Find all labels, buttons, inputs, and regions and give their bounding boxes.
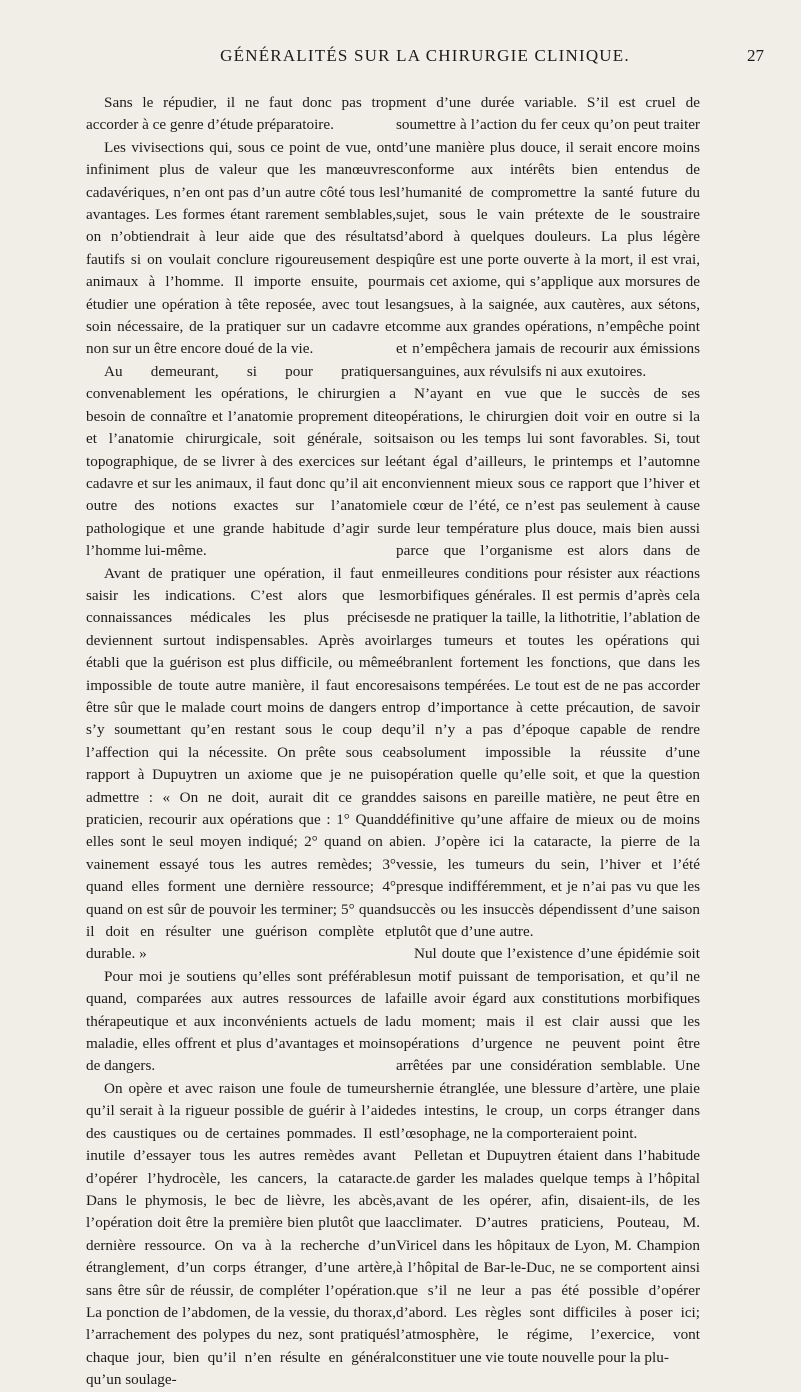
paragraph: ment d’une durée variable. S’il est cruel de soumettre à l’action du fer ceux qu’on peut traiter d’une manière plus douce, il serait encore moins conforme aux intérêts bien entendus de l’humanité de compromettre la santé future du sujet, sous le vain prétexte de le soustraire d’abord à quelques douleurs. La plus légère piqûre est une porte ouverte à la mort, il est vrai, mais cet axiome, qui s’applique aux morsures de sangsues, à la saignée, aux cautères, aux sétons, comme aux grandes opérations, n’empêche point et n’empêchera jamais de recourir aux émissions sanguines, aux révulsifs ni aux exutoires. xyxy=(396,94,700,380)
running-title: GÉNÉRALITÉS SUR LA CHIRURGIE CLINIQUE. xyxy=(220,46,630,65)
paragraph: N’ayant en vue que le succès de ses opérations, le chirurgien doit voir en outre si la saison ou les temps lui sont favorables. Si, tout étant égal d’ailleurs, le printemps et l’automne conviennent mieux sous ce rapport que l’hiver et le cœur de l’été, ce n’est pas seulement à cause de leur température plus douce, mais bien aussi parce que l’organisme est alors dans de meilleures conditions pour résister aux réactions morbifiques générales. Il est permis d’après cela de ne pratiquer la taille, la lithotritie, l’ablation de larges tumeurs et toutes les opérations qui ébranlent fortement les fonctions, que dans les saisons tempérées. Le tout est de ne pas accorder trop d’importance à cette précaution, de savoir qu’il n’y a pas d’époque capable de rendre absolument impossible la réussite d’une opération quelle qu’elle soit, et que la question des saisons en pareille matière, ne peut être en définitive qu’une affaire de mieux ou de moins bien. J’opère ici la cataracte, la pierre de la vessie, les tumeurs du sein, l’hiver et l’été presque indifféremment, et je n’ai pas vu que les succès ou les insuccès dépendissent d’une saison plutôt que d’une autre. xyxy=(396,385,700,941)
paragraph: Les vivisections qui, sous ce point de vue, ont infiniment plus de valeur que les manœuvres cadavériques, n’en ont pas d’un autre côté tous les avantages. Les formes étant rarement semblables, on n’obtiendrait à leur aide que des résultats fautifs si on voulait conclure rigoureusement des animaux à l’homme. Il importe ensuite, pour étudier une opération à tête reposée, avec tout le soin nécessaire, de la pratiquer sur un cadavre et non sur un être encore doué de la vie. xyxy=(86,138,396,358)
paragraph: Avant de pratiquer une opération, il faut en saisir les indications. C’est alors que les connaissances médicales les plus précises deviennent surtout indispensables. Après avoir établi que la guérison est plus difficile, ou même impossible de toute autre manière, il faut encore être sûr que le malade court moins de dangers en s’y soumettant qu’en restant sous le coup de l’affection qui la nécessite. On prête sous ce rapport à Dupuytren un axiome que je ne puis admettre : « On ne doit, aurait dit ce grand praticien, recourir aux opérations que : 1° Quand elles sont le seul moyen indiqué; 2° quand on a vainement essayé tous les autres remèdes; 3° quand elles forment une dernière ressource; 4° quand on est sûr de pouvoir les terminer; 5° quand il doit en résulter une guérison complète et durable. » xyxy=(86,564,396,963)
page-number: 27 xyxy=(747,46,764,65)
paragraph: On opère et avec raison une foule de tumeurs qu’il serait à la rigueur possible de guérir à l’aide des caustiques ou de certaines pommades. Il est inutile d’essayer tous les autres remèdes avant d’opérer l’hydrocèle, les cancers, la cataracte. Dans le phymosis, le bec de lièvre, les abcès, l’opération doit être la première bien plutôt que la dernière ressource. On va à la recherche d’un étranglement, d’un corps étranger, d’une artère, sans être sûr de réussir, de compléter l’opération. La ponction de l’abdomen, de la vessie, du thorax, l’arrachement des polypes du nez, sont pratiqués chaque jour, bien qu’il n’en résulte en général qu’un soulage- xyxy=(86,1079,396,1389)
right-column xyxy=(396,92,700,1369)
left-column xyxy=(86,92,396,1392)
paragraph: Pelletan et Dupuytren étaient dans l’habitude de garder les malades quelque temps à l’hôpital avant de les opérer, afin, disaient-ils, de les acclimater. D’autres praticiens, Pouteau, M. Viricel dans les hôpitaux de Lyon, M. Champion à l’hôpital de Bar-le-Duc, ne se comportent ainsi que s’il ne leur a pas été possible d’opérer d’abord. Les règles sont difficiles à poser ici; l’atmosphère, le régime, l’exercice, vont constituer une vie toute nouvelle pour la plu- xyxy=(396,1147,700,1366)
paragraph: Pour moi je soutiens qu’elles sont préférables quand, comparées aux autres ressources de la thérapeutique et aux inconvénients actuels de la maladie, elles offrent et plus d’avantages et moins de dangers. xyxy=(86,967,396,1075)
paragraph: Sans le répudier, il ne faut donc pas trop accorder à ce genre d’étude préparatoire. xyxy=(86,94,396,134)
page-header xyxy=(86,46,764,72)
paragraph: Au demeurant, si pour pratiquer convenablement les opérations, le chirurgien a besoin de connaître et l’anatomie proprement dite et l’anatomie chirurgicale, soit générale, soit topographique, de se livrer à des exercices sur le cadavre et sur les animaux, il faut donc qu’il ait en outre des notions exactes sur l’anatomie pathologique et une grande habitude d’agir sur l’homme lui-même. xyxy=(86,362,396,560)
paragraph: Nul doute que l’existence d’une épidémie soit un motif puissant de temporisation, et qu’il ne faille avoir égard aux constitutions morbifiques du moment; mais il est clair aussi que les opérations d’urgence ne peuvent point être arrêtées par une considération semblable. Une hernie étranglée, une blessure d’artère, une plaie des intestins, le croup, un corps étranger dans l’œsophage, ne la comporteraient point. xyxy=(396,945,700,1142)
